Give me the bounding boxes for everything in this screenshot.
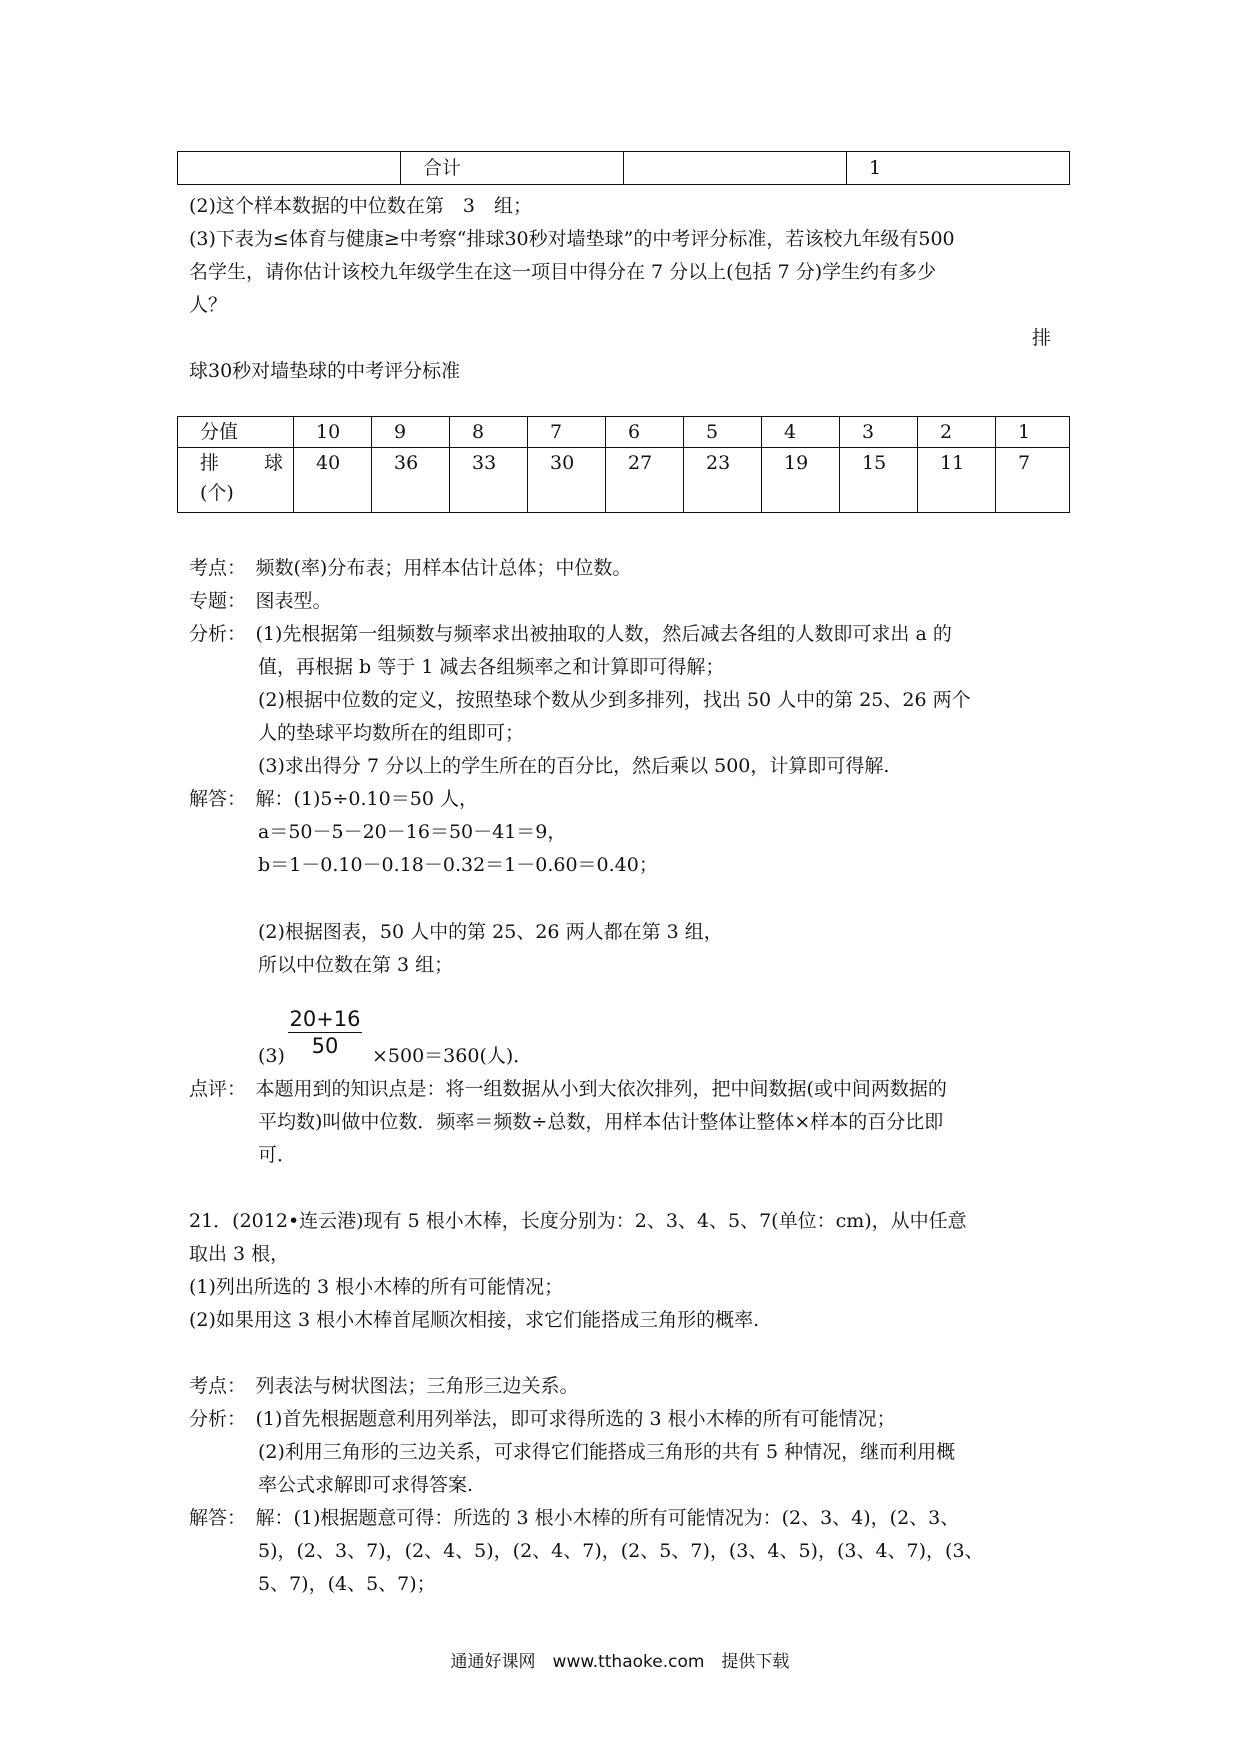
jieda-1-line-1: 解答： 解：(1)5÷0.10＝50 人， — [189, 788, 478, 810]
jieda-1-line-5: 所以中位数在第 3 组； — [258, 954, 454, 976]
fenxi-1-line-4: 人的垫球平均数所在的组即可； — [258, 722, 525, 744]
page-footer: 通通好课网 www.tthaoke.com 提供下载 — [450, 1652, 790, 1672]
count-cell: 7 — [996, 448, 1070, 513]
table-cell — [624, 152, 847, 185]
zhuanti-1: 专题： 图表型。 — [189, 590, 332, 612]
score-standard-table — [177, 416, 1070, 513]
part-3-suffix: ×500＝360(人)． — [372, 1045, 533, 1067]
table-title-part-1: 排 — [1032, 327, 1052, 349]
score-cell: 8 — [450, 417, 528, 448]
fraction-denominator: 50 — [311, 1034, 339, 1058]
score-cell: 9 — [372, 417, 450, 448]
count-cell: 30 — [528, 448, 606, 513]
count-cell: 36 — [372, 448, 450, 513]
row-label-unit: (个) — [200, 482, 234, 504]
fenxi-2-line-1: 分析： (1)首先根据题意利用列举法，即可求得所选的 3 根小木棒的所有可能情况； — [189, 1408, 896, 1430]
jieda-1-line-4: (2)根据图表，50 人中的第 25、26 两人都在第 3 组， — [258, 921, 723, 943]
table-cell: 合计 — [401, 152, 624, 185]
q21-line-3: (1)列出所选的 3 根小木棒的所有可能情况； — [189, 1276, 564, 1298]
count-cell: 11 — [918, 448, 996, 513]
question-part-3-line-3: 人？ — [189, 294, 228, 316]
q21-line-1: 21．(2012•连云港)现有 5 根小木棒，长度分别为：2、3、4、5、7(单位：cm)，从中任意 — [189, 1210, 967, 1232]
dianping-1-line-3: 可． — [258, 1144, 297, 1166]
count-cell: 19 — [762, 448, 840, 513]
score-cell: 4 — [762, 417, 840, 448]
table-row-label — [178, 448, 294, 513]
fenxi-2-line-3: 率公式求解即可求得答案. — [258, 1474, 474, 1496]
count-cell: 15 — [840, 448, 918, 513]
fraction — [288, 1006, 362, 1059]
dianping-1-line-1: 点评： 本题用到的知识点是：将一组数据从小到大依次排列，把中间数据(或中间两数据的 — [189, 1078, 947, 1100]
score-cell: 1 — [996, 417, 1070, 448]
fenxi-1-line-3: (2)根据中位数的定义，按照垫球个数从少到多排列，找出 50 人中的第 25、26 两个 — [258, 689, 971, 711]
question-part-3-line-2: 名学生，请你估计该校九年级学生在这一项目中得分在 7 分以上(包括 7 分)学生约有多少 — [189, 261, 937, 283]
row-label-part: 排 — [200, 452, 220, 474]
table-row — [178, 448, 1070, 513]
jieda-1-line-3: b＝1－0.10－0.18－0.32＝1－0.60＝0.40； — [258, 854, 658, 876]
score-cell: 7 — [528, 417, 606, 448]
dianping-1-line-2: 平均数)叫做中位数．频率＝频数÷总数，用样本估计整体让整体×样本的百分比即 — [258, 1111, 944, 1133]
score-cell: 5 — [684, 417, 762, 448]
part-3-prefix: (3) — [258, 1045, 285, 1067]
score-cell: 3 — [840, 417, 918, 448]
q21-line-2: 取出 3 根， — [189, 1243, 290, 1265]
q21-line-4: (2)如果用这 3 根小木棒首尾顺次相接，求它们能搭成三角形的概率. — [189, 1309, 760, 1331]
jieda-2-line-1: 解答： 解：(1)根据题意可得：所选的 3 根小木棒的所有可能情况为：(2、3、4)，(2、3、 — [189, 1507, 960, 1529]
table-cell — [178, 152, 401, 185]
fenxi-1-line-1: 分析： (1)先根据第一组频数与频率求出被抽取的人数，然后减去各组的人数即可求出 a 的 — [189, 623, 952, 645]
fenxi-1-line-5: (3)求出得分 7 分以上的学生所在的百分比，然后乘以 500，计算即可得解. — [258, 755, 890, 777]
table-title-part-2: 球30秒对墙垫球的中考评分标准 — [189, 360, 461, 382]
score-cell: 2 — [918, 417, 996, 448]
kaodian-1: 考点： 频数(率)分布表；用样本估计总体；中位数。 — [189, 557, 632, 579]
count-cell: 33 — [450, 448, 528, 513]
kaodian-2: 考点： 列表法与树状图法；三角形三边关系。 — [189, 1375, 579, 1397]
count-cell: 23 — [684, 448, 762, 513]
jieda-1-line-2: a＝50－5－20－16＝50－41＝9， — [258, 821, 567, 843]
jieda-2-line-3: 5、7)，(4、5、7)； — [258, 1573, 436, 1595]
table-row — [178, 417, 1070, 448]
frequency-table-tail — [177, 151, 1070, 185]
row-label-part: 球 — [263, 452, 283, 474]
count-cell: 27 — [606, 448, 684, 513]
fraction-numerator: 20+16 — [289, 1007, 361, 1031]
table-row — [178, 152, 1070, 185]
count-cell: 40 — [294, 448, 372, 513]
question-part-2: (2)这个样本数据的中位数在第 3 组； — [189, 195, 533, 217]
fenxi-2-line-2: (2)利用三角形的三边关系，可求得它们能搭成三角形的共有 5 种情况，继而利用概 — [258, 1441, 956, 1463]
score-cell: 6 — [606, 417, 684, 448]
score-cell: 10 — [294, 417, 372, 448]
table-cell: 1 — [847, 152, 1070, 185]
table-header-cell: 分值 — [178, 417, 294, 448]
fenxi-1-line-2: 值，再根据 b 等于 1 减去各组频率之和计算即可得解； — [258, 656, 725, 678]
question-part-3-line-1: (3)下表为≤体育与健康≥中考察“排球30秒对墙垫球”的中考评分标准，若该校九年级有500 — [189, 228, 955, 250]
jieda-2-line-2: 5)，(2、3、7)，(2、4、5)，(2、4、7)，(2、5、7)，(3、4、5)，(3、4、7)，(3、 — [258, 1540, 984, 1562]
